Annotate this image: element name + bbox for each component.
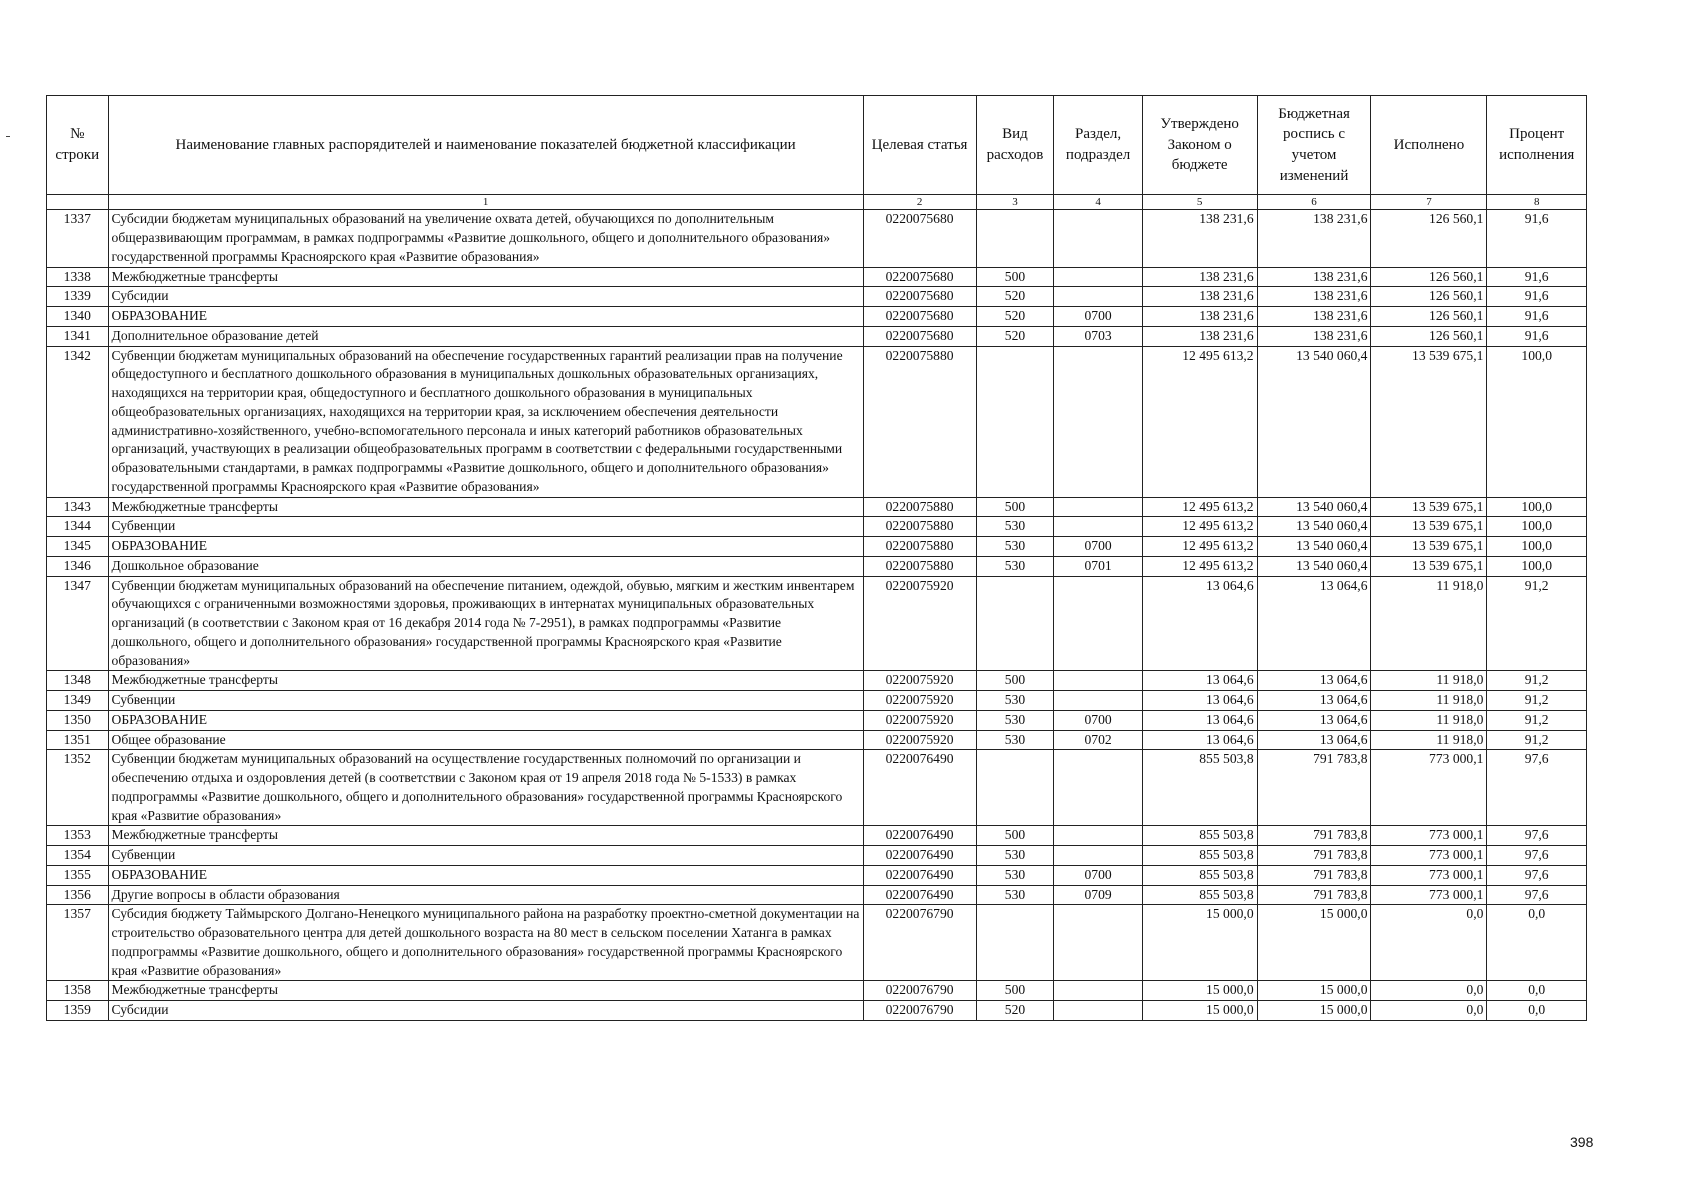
table-row	[47, 497, 1587, 517]
indicator-name-cell: Субсидии бюджетам муниципальных образований на увеличение охвата детей, обучающихся по дополнительным общеразвивающим программам, в рамках подпрограммы «Развитие дошкольного, общего и дополнительного образования» государственной программы Красноярского края «Развитие образования»	[108, 210, 863, 267]
indicator-name-cell: Субвенции бюджетам муниципальных образований на обеспечение питанием, одеждой, обувью, мягким и жестким инвентарем обучающихся с ограниченными возможностями здоровья, проживающих в интернатах муниципальных образовательных организаций (в соответствии с Законом края от 16 декабря 2014 года № 7-2951), в рамках подпрограммы «Развитие дошкольного, общего и дополнительного образования» государственной программы Красноярского края «Развитие образования»	[108, 576, 863, 671]
column-number: 8	[1487, 195, 1587, 210]
target-article-cell: 0220075920	[863, 710, 976, 730]
target-article-cell: 0220075880	[863, 537, 976, 557]
section-cell: 0709	[1054, 885, 1142, 905]
section-cell: 0700	[1054, 710, 1142, 730]
indicator-name-cell: Субвенции	[108, 846, 863, 866]
percent-cell: 97,6	[1487, 846, 1587, 866]
table-body	[47, 210, 1587, 1021]
executed-amount-cell: 126 560,1	[1371, 326, 1487, 346]
indicator-name-cell: Дошкольное образование	[108, 556, 863, 576]
expense-kind-cell: 530	[976, 865, 1054, 885]
percent-cell: 91,2	[1487, 671, 1587, 691]
executed-amount-cell: 13 539 675,1	[1371, 346, 1487, 497]
target-article-cell: 0220076790	[863, 1001, 976, 1021]
target-article-cell: 0220076490	[863, 826, 976, 846]
executed-amount-cell: 11 918,0	[1371, 691, 1487, 711]
approved-amount-cell: 12 495 613,2	[1142, 556, 1257, 576]
indicator-name-cell: Субсидии	[108, 1001, 863, 1021]
table-row	[47, 671, 1587, 691]
header-row-no: № строки	[47, 96, 109, 195]
row-number-cell: 1359	[47, 1001, 109, 1021]
table-row	[47, 826, 1587, 846]
indicator-name-cell: Межбюджетные трансферты	[108, 981, 863, 1001]
expense-kind-cell	[976, 346, 1054, 497]
expense-kind-cell: 530	[976, 517, 1054, 537]
section-cell: 0700	[1054, 537, 1142, 557]
budget-amount-cell: 791 783,8	[1257, 846, 1371, 866]
budget-amount-cell: 13 540 060,4	[1257, 537, 1371, 557]
section-cell	[1054, 826, 1142, 846]
row-number-cell: 1338	[47, 267, 109, 287]
percent-cell: 91,6	[1487, 267, 1587, 287]
target-article-cell: 0220076790	[863, 905, 976, 981]
budget-amount-cell: 13 540 060,4	[1257, 556, 1371, 576]
budget-amount-cell: 13 064,6	[1257, 691, 1371, 711]
header-budget-schedule: Бюджетная роспись с учетом изменений	[1257, 96, 1371, 195]
executed-amount-cell: 11 918,0	[1371, 710, 1487, 730]
expense-kind-cell: 530	[976, 885, 1054, 905]
indicator-name-cell: Межбюджетные трансферты	[108, 267, 863, 287]
percent-cell: 97,6	[1487, 826, 1587, 846]
section-cell	[1054, 267, 1142, 287]
indicator-name-cell: Субвенции бюджетам муниципальных образований на осуществление государственных полномочий по организации и обеспечению отдыха и оздоровления детей (в соответствии с Законом края от 19 апреля 2018 года № 5-1533) в рамках подпрограммы «Развитие дошкольного, общего и дополнительного образования» государственной программы Красноярского края «Развитие образования»	[108, 750, 863, 826]
indicator-name-cell: Межбюджетные трансферты	[108, 826, 863, 846]
table-row	[47, 307, 1587, 327]
target-article-cell: 0220075880	[863, 517, 976, 537]
indicator-name-cell: Субсидии	[108, 287, 863, 307]
executed-amount-cell: 0,0	[1371, 905, 1487, 981]
row-number-cell: 1344	[47, 517, 109, 537]
executed-amount-cell: 13 539 675,1	[1371, 556, 1487, 576]
expense-kind-cell: 520	[976, 326, 1054, 346]
target-article-cell: 0220076790	[863, 981, 976, 1001]
executed-amount-cell: 773 000,1	[1371, 865, 1487, 885]
budget-amount-cell: 138 231,6	[1257, 267, 1371, 287]
row-number-cell: 1341	[47, 326, 109, 346]
percent-cell: 91,2	[1487, 730, 1587, 750]
row-number-cell: 1340	[47, 307, 109, 327]
row-number-cell: 1354	[47, 846, 109, 866]
approved-amount-cell: 15 000,0	[1142, 905, 1257, 981]
percent-cell: 91,2	[1487, 576, 1587, 671]
approved-amount-cell: 15 000,0	[1142, 1001, 1257, 1021]
executed-amount-cell: 126 560,1	[1371, 210, 1487, 267]
budget-amount-cell: 138 231,6	[1257, 287, 1371, 307]
percent-cell: 91,6	[1487, 307, 1587, 327]
table-row	[47, 326, 1587, 346]
expense-kind-cell: 530	[976, 730, 1054, 750]
row-number-cell: 1348	[47, 671, 109, 691]
target-article-cell: 0220075880	[863, 346, 976, 497]
approved-amount-cell: 855 503,8	[1142, 846, 1257, 866]
budget-amount-cell: 791 783,8	[1257, 885, 1371, 905]
table-row	[47, 885, 1587, 905]
approved-amount-cell: 138 231,6	[1142, 287, 1257, 307]
section-cell	[1054, 517, 1142, 537]
expense-kind-cell: 500	[976, 497, 1054, 517]
approved-amount-cell: 138 231,6	[1142, 307, 1257, 327]
executed-amount-cell: 773 000,1	[1371, 750, 1487, 826]
expense-kind-cell: 500	[976, 826, 1054, 846]
section-cell	[1054, 981, 1142, 1001]
percent-cell: 100,0	[1487, 497, 1587, 517]
approved-amount-cell: 138 231,6	[1142, 267, 1257, 287]
executed-amount-cell: 0,0	[1371, 981, 1487, 1001]
section-cell	[1054, 750, 1142, 826]
percent-cell: 91,2	[1487, 710, 1587, 730]
header-expense-kind: Вид расходов	[976, 96, 1054, 195]
table-row	[47, 346, 1587, 497]
percent-cell: 91,2	[1487, 691, 1587, 711]
header-approved: Утверждено Законом о бюджете	[1142, 96, 1257, 195]
target-article-cell: 0220075920	[863, 671, 976, 691]
percent-cell: 100,0	[1487, 537, 1587, 557]
row-number-cell: 1337	[47, 210, 109, 267]
target-article-cell: 0220075880	[863, 497, 976, 517]
budget-amount-cell: 13 540 060,4	[1257, 517, 1371, 537]
approved-amount-cell: 138 231,6	[1142, 326, 1257, 346]
approved-amount-cell: 12 495 613,2	[1142, 517, 1257, 537]
expense-kind-cell	[976, 905, 1054, 981]
target-article-cell: 0220075920	[863, 691, 976, 711]
approved-amount-cell: 855 503,8	[1142, 865, 1257, 885]
indicator-name-cell: Межбюджетные трансферты	[108, 671, 863, 691]
budget-amount-cell: 13 064,6	[1257, 730, 1371, 750]
budget-amount-cell: 791 783,8	[1257, 826, 1371, 846]
row-number-cell: 1339	[47, 287, 109, 307]
header-executed: Исполнено	[1371, 96, 1487, 195]
section-cell: 0700	[1054, 865, 1142, 885]
budget-amount-cell: 15 000,0	[1257, 905, 1371, 981]
target-article-cell: 0220075680	[863, 326, 976, 346]
target-article-cell: 0220076490	[863, 865, 976, 885]
header-section: Раздел, подраздел	[1054, 96, 1142, 195]
budget-amount-cell: 791 783,8	[1257, 865, 1371, 885]
target-article-cell: 0220075920	[863, 576, 976, 671]
section-cell: 0703	[1054, 326, 1142, 346]
indicator-name-cell: Субсидия бюджету Таймырского Долгано-Ненецкого муниципального района на разработку проектно-сметной документации на строительство образовательного центра для детей дошкольного возраста на 80 мест в сельском поселении Хатанга в рамках подпрограммы «Развитие дошкольного, общего и дополнительного образования» государственной программы Красноярского края «Развитие образования»	[108, 905, 863, 981]
section-cell: 0700	[1054, 307, 1142, 327]
table-row	[47, 556, 1587, 576]
executed-amount-cell: 11 918,0	[1371, 730, 1487, 750]
column-number: 5	[1142, 195, 1257, 210]
percent-cell: 100,0	[1487, 556, 1587, 576]
indicator-name-cell: Субвенции	[108, 517, 863, 537]
row-number-cell: 1347	[47, 576, 109, 671]
approved-amount-cell: 15 000,0	[1142, 981, 1257, 1001]
approved-amount-cell: 855 503,8	[1142, 885, 1257, 905]
percent-cell: 91,6	[1487, 287, 1587, 307]
table-row	[47, 981, 1587, 1001]
executed-amount-cell: 773 000,1	[1371, 826, 1487, 846]
approved-amount-cell: 12 495 613,2	[1142, 497, 1257, 517]
indicator-name-cell: ОБРАЗОВАНИЕ	[108, 865, 863, 885]
table-row	[47, 576, 1587, 671]
section-cell	[1054, 497, 1142, 517]
percent-cell: 0,0	[1487, 905, 1587, 981]
header-target-article: Целевая статья	[863, 96, 976, 195]
executed-amount-cell: 13 539 675,1	[1371, 517, 1487, 537]
row-number-cell: 1342	[47, 346, 109, 497]
percent-cell: 100,0	[1487, 346, 1587, 497]
row-number-cell: 1349	[47, 691, 109, 711]
column-number-blank	[47, 195, 109, 210]
expense-kind-cell: 530	[976, 846, 1054, 866]
column-number: 6	[1257, 195, 1371, 210]
table-row	[47, 846, 1587, 866]
executed-amount-cell: 13 539 675,1	[1371, 537, 1487, 557]
budget-amount-cell: 13 064,6	[1257, 576, 1371, 671]
page-number: 398	[1570, 1134, 1594, 1150]
executed-amount-cell: 126 560,1	[1371, 267, 1487, 287]
section-cell	[1054, 846, 1142, 866]
budget-amount-cell: 791 783,8	[1257, 750, 1371, 826]
table-row	[47, 267, 1587, 287]
indicator-name-cell: ОБРАЗОВАНИЕ	[108, 710, 863, 730]
approved-amount-cell: 855 503,8	[1142, 826, 1257, 846]
percent-cell: 100,0	[1487, 517, 1587, 537]
budget-amount-cell: 138 231,6	[1257, 210, 1371, 267]
expense-kind-cell: 500	[976, 981, 1054, 1001]
target-article-cell: 0220075880	[863, 556, 976, 576]
approved-amount-cell: 13 064,6	[1142, 710, 1257, 730]
row-number-cell: 1355	[47, 865, 109, 885]
column-number: 2	[863, 195, 976, 210]
row-number-cell: 1346	[47, 556, 109, 576]
percent-cell: 97,6	[1487, 865, 1587, 885]
target-article-cell: 0220075680	[863, 210, 976, 267]
budget-amount-cell: 138 231,6	[1257, 326, 1371, 346]
indicator-name-cell: Субвенции бюджетам муниципальных образований на обеспечение государственных гарантий реализации прав на получение общедоступного и бесплатного дошкольного образования в муниципальных дошкольных образовательных организациях, находящихся на территории края, общедоступного и бесплатного дошкольного образования в муниципальных общеобразовательных организациях, находящихся на территории края, за исключением обеспечения деятельности административно-хозяйственного, учебно-вспомогательного персонала и иных категорий работников образовательных организаций, участвующих в реализации общеобразовательных программ в соответствии с федеральными государственными образовательными стандартами, в рамках подпрограммы «Развитие дошкольного, общего и дополнительного образования» государственной программы Красноярского края «Развитие образования»	[108, 346, 863, 497]
budget-amount-cell: 15 000,0	[1257, 981, 1371, 1001]
expense-kind-cell: 530	[976, 691, 1054, 711]
executed-amount-cell: 126 560,1	[1371, 307, 1487, 327]
percent-cell: 91,6	[1487, 210, 1587, 267]
column-number: 3	[976, 195, 1054, 210]
column-number-row	[47, 195, 1587, 210]
percent-cell: 97,6	[1487, 750, 1587, 826]
header-name: Наименование главных распорядителей и наименование показателей бюджетной классификации	[108, 96, 863, 195]
budget-amount-cell: 13 540 060,4	[1257, 497, 1371, 517]
row-number-cell: 1353	[47, 826, 109, 846]
section-cell	[1054, 691, 1142, 711]
budget-amount-cell: 15 000,0	[1257, 1001, 1371, 1021]
percent-cell: 0,0	[1487, 981, 1587, 1001]
section-cell	[1054, 1001, 1142, 1021]
table-row	[47, 1001, 1587, 1021]
expense-kind-cell: 520	[976, 1001, 1054, 1021]
row-number-cell: 1357	[47, 905, 109, 981]
table-row	[47, 710, 1587, 730]
indicator-name-cell: Общее образование	[108, 730, 863, 750]
target-article-cell: 0220075680	[863, 307, 976, 327]
approved-amount-cell: 13 064,6	[1142, 691, 1257, 711]
approved-amount-cell: 12 495 613,2	[1142, 537, 1257, 557]
percent-cell: 0,0	[1487, 1001, 1587, 1021]
row-number-cell: 1352	[47, 750, 109, 826]
executed-amount-cell: 0,0	[1371, 1001, 1487, 1021]
executed-amount-cell: 773 000,1	[1371, 846, 1487, 866]
approved-amount-cell: 138 231,6	[1142, 210, 1257, 267]
percent-cell: 91,6	[1487, 326, 1587, 346]
section-cell	[1054, 671, 1142, 691]
approved-amount-cell: 13 064,6	[1142, 576, 1257, 671]
expense-kind-cell	[976, 210, 1054, 267]
target-article-cell: 0220076490	[863, 885, 976, 905]
column-number: 7	[1371, 195, 1487, 210]
table-row	[47, 210, 1587, 267]
indicator-name-cell: ОБРАЗОВАНИЕ	[108, 537, 863, 557]
expense-kind-cell: 520	[976, 287, 1054, 307]
target-article-cell: 0220076490	[863, 750, 976, 826]
table-row	[47, 517, 1587, 537]
indicator-name-cell: Субвенции	[108, 691, 863, 711]
approved-amount-cell: 13 064,6	[1142, 671, 1257, 691]
table-row	[47, 905, 1587, 981]
header-percent: Процент исполнения	[1487, 96, 1587, 195]
indicator-name-cell: Межбюджетные трансферты	[108, 497, 863, 517]
executed-amount-cell: 13 539 675,1	[1371, 497, 1487, 517]
indicator-name-cell: Дополнительное образование детей	[108, 326, 863, 346]
expense-kind-cell: 530	[976, 710, 1054, 730]
expense-kind-cell: 500	[976, 267, 1054, 287]
budget-amount-cell: 138 231,6	[1257, 307, 1371, 327]
row-number-cell: 1351	[47, 730, 109, 750]
target-article-cell: 0220076490	[863, 846, 976, 866]
budget-amount-cell: 13 064,6	[1257, 710, 1371, 730]
indicator-name-cell: Другие вопросы в области образования	[108, 885, 863, 905]
section-cell	[1054, 210, 1142, 267]
budget-amount-cell: 13 064,6	[1257, 671, 1371, 691]
table-header	[47, 96, 1587, 210]
section-cell	[1054, 905, 1142, 981]
section-cell	[1054, 287, 1142, 307]
scan-artifact-mark	[6, 136, 10, 137]
table-row	[47, 865, 1587, 885]
percent-cell: 97,6	[1487, 885, 1587, 905]
column-number: 4	[1054, 195, 1142, 210]
executed-amount-cell: 126 560,1	[1371, 287, 1487, 307]
approved-amount-cell: 855 503,8	[1142, 750, 1257, 826]
target-article-cell: 0220075680	[863, 267, 976, 287]
section-cell	[1054, 576, 1142, 671]
expense-kind-cell: 530	[976, 556, 1054, 576]
section-cell: 0701	[1054, 556, 1142, 576]
table-row	[47, 287, 1587, 307]
executed-amount-cell: 773 000,1	[1371, 885, 1487, 905]
expense-kind-cell: 530	[976, 537, 1054, 557]
budget-amount-cell: 13 540 060,4	[1257, 346, 1371, 497]
expense-kind-cell	[976, 576, 1054, 671]
expense-kind-cell	[976, 750, 1054, 826]
table-row	[47, 750, 1587, 826]
row-number-cell: 1358	[47, 981, 109, 1001]
row-number-cell: 1356	[47, 885, 109, 905]
budget-sheet	[46, 95, 1587, 1021]
section-cell: 0702	[1054, 730, 1142, 750]
section-cell	[1054, 346, 1142, 497]
target-article-cell: 0220075920	[863, 730, 976, 750]
table-row	[47, 730, 1587, 750]
row-number-cell: 1345	[47, 537, 109, 557]
row-number-cell: 1350	[47, 710, 109, 730]
indicator-name-cell: ОБРАЗОВАНИЕ	[108, 307, 863, 327]
executed-amount-cell: 11 918,0	[1371, 576, 1487, 671]
executed-amount-cell: 11 918,0	[1371, 671, 1487, 691]
table-row	[47, 537, 1587, 557]
expense-kind-cell: 500	[976, 671, 1054, 691]
approved-amount-cell: 13 064,6	[1142, 730, 1257, 750]
target-article-cell: 0220075680	[863, 287, 976, 307]
column-number: 1	[108, 195, 863, 210]
row-number-cell: 1343	[47, 497, 109, 517]
budget-execution-table	[46, 95, 1587, 1021]
approved-amount-cell: 12 495 613,2	[1142, 346, 1257, 497]
expense-kind-cell: 520	[976, 307, 1054, 327]
table-row	[47, 691, 1587, 711]
